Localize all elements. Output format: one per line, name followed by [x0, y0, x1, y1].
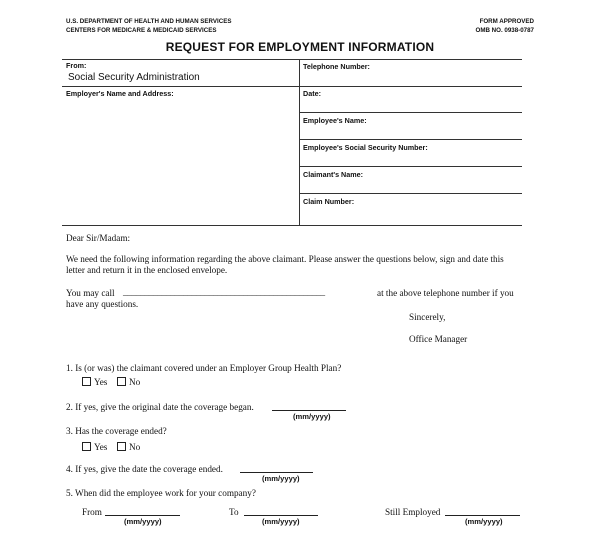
coverage-ended-format: (mm/yyyy): [262, 474, 300, 483]
coverage-began-date-field[interactable]: [272, 410, 346, 411]
question-3: 3. Has the coverage ended?: [66, 426, 167, 436]
from-divider: [62, 86, 300, 87]
from-label: From:: [66, 61, 87, 70]
phone-blank[interactable]: _______________________________________________: [123, 287, 325, 297]
omb-number: OMB NO. 0938-0787: [475, 27, 534, 34]
to-date-format: (mm/yyyy): [262, 517, 300, 526]
call-suffix: at the above telephone number if you: [377, 288, 514, 298]
claimant-name-label: Claimant's Name:: [303, 170, 364, 179]
to-date-field[interactable]: [244, 515, 318, 516]
coverage-ended-yes-checkbox[interactable]: [82, 442, 91, 451]
instructions-line-2: letter and return it in the enclosed envelope.: [66, 265, 228, 275]
telephone-number-label: Telephone Number:: [303, 62, 370, 71]
question-4: 4. If yes, give the date the coverage ended.: [66, 464, 223, 474]
claim-number-label: Claim Number:: [303, 197, 355, 206]
salutation: Dear Sir/Madam:: [66, 233, 131, 243]
telephone-divider: [299, 86, 522, 87]
date-divider: [299, 112, 522, 113]
employee-name-divider: [299, 139, 522, 140]
still-employed-label: Still Employed: [385, 507, 441, 517]
ssn-divider: [299, 166, 522, 167]
no-checkbox[interactable]: [117, 377, 126, 386]
yes-label: Yes: [94, 377, 108, 387]
from-date-label: From: [82, 507, 102, 517]
coverage-ended-no-checkbox[interactable]: [117, 442, 126, 451]
form-approval: [476, 17, 534, 35]
form-title: REQUEST FOR EMPLOYMENT INFORMATION: [165, 40, 435, 54]
employee-name-label: Employee's Name:: [303, 116, 367, 125]
agency-line-2: CENTERS FOR MEDICARE & MEDICAID SERVICES: [66, 27, 217, 34]
approval-line-1: FORM APPROVED: [479, 18, 534, 25]
still-employed-date-field[interactable]: [445, 515, 520, 516]
agency-line-1: U.S. DEPARTMENT OF HEALTH AND HUMAN SERVICES: [66, 18, 232, 25]
box-bottom-border: [62, 225, 522, 226]
question-5: 5. When did the employee work for your company?: [66, 488, 256, 498]
question-1: 1. Is (or was) the claimant covered under an Employer Group Health Plan?: [66, 363, 342, 373]
yes-checkbox[interactable]: [82, 377, 91, 386]
call-prefix: You may call: [66, 288, 115, 298]
question-2: 2. If yes, give the original date the coverage began.: [66, 402, 254, 412]
employee-ssn-label: Employee's Social Security Number:: [303, 143, 428, 152]
coverage-began-format: (mm/yyyy): [293, 412, 331, 421]
from-value[interactable]: Social Security Administration: [68, 72, 200, 83]
employer-name-address-label: Employer's Name and Address:: [66, 89, 174, 98]
to-date-label: To: [229, 507, 239, 517]
box-center-divider: [299, 59, 300, 225]
agency-header: [66, 17, 231, 35]
box-top-border: [62, 59, 522, 60]
no-label: No: [129, 377, 141, 387]
coverage-ended-yes-label: Yes: [94, 442, 108, 452]
still-employed-format: (mm/yyyy): [465, 517, 503, 526]
instructions-line-1: We need the following information regarding the above claimant. Please answer the questions below, sign and date this: [66, 254, 504, 264]
signer-title: Office Manager: [409, 334, 468, 344]
call-line-2: have any questions.: [66, 299, 139, 309]
closing: Sincerely,: [409, 312, 446, 322]
coverage-ended-date-field[interactable]: [240, 472, 313, 473]
from-date-field[interactable]: [105, 515, 180, 516]
from-date-format: (mm/yyyy): [124, 517, 162, 526]
claimant-divider: [299, 193, 522, 194]
date-label: Date:: [303, 89, 321, 98]
coverage-ended-no-label: No: [129, 442, 141, 452]
